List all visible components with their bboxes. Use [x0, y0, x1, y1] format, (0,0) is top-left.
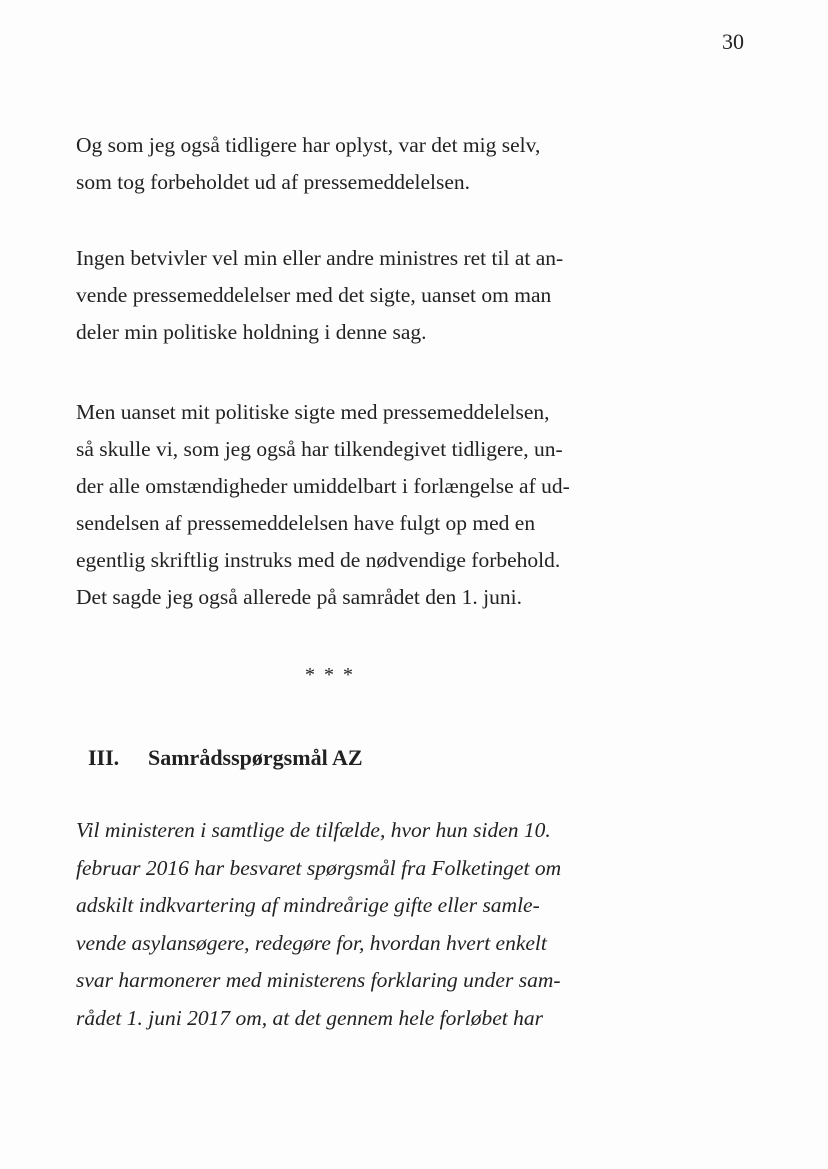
- paragraph-2: [76, 240, 636, 351]
- paragraph-line: så skulle vi, som jeg også har tilkendegivet tidligere, un-: [76, 437, 563, 461]
- section-separator: * * *: [305, 664, 355, 686]
- section-heading: [88, 740, 363, 776]
- paragraph-line: der alle omstændigheder umiddelbart i forlængelse af ud-: [76, 474, 570, 498]
- paragraph-line: som tog forbeholdet ud af pressemeddelelsen.: [76, 170, 471, 194]
- paragraph-line: vende pressemeddelelser med det sigte, uanset om man: [76, 283, 552, 307]
- paragraph-line: egentlig skriftlig instruks med de nødvendige forbehold.: [76, 548, 561, 572]
- question-text: [76, 812, 636, 1037]
- paragraph-line: Men uanset mit politiske sigte med pressemeddelelsen,: [76, 400, 550, 424]
- question-line: vende asylansøgere, redegøre for, hvordan hvert enkelt: [76, 930, 547, 955]
- section-number: III.: [88, 745, 120, 770]
- question-line: adskilt indkvartering af mindreårige gifte eller samle-: [76, 893, 540, 917]
- paragraph-line: Ingen betvivler vel min eller andre ministres ret til at an-: [76, 246, 564, 270]
- paragraph-3: [76, 394, 636, 616]
- question-line: Vil ministeren i samtlige de tilfælde, hvor hun siden 10.: [76, 818, 551, 842]
- question-line: svar harmonerer med ministerens forklaring under sam-: [76, 968, 561, 992]
- question-line: rådet 1. juni 2017 om, at det gennem hele forløbet har: [76, 1005, 543, 1030]
- paragraph-line: deler min politiske holdning i denne sag.: [76, 320, 427, 344]
- paragraph-line: Og som jeg også tidligere har oplyst, var det mig selv,: [76, 133, 541, 157]
- paragraph-1: [76, 127, 636, 201]
- page-number: 30: [722, 29, 744, 54]
- paragraph-line: Det sagde jeg også allerede på samrådet den 1. juni.: [76, 585, 522, 609]
- question-line: februar 2016 har besvaret spørgsmål fra Folketinget om: [76, 855, 562, 880]
- paragraph-line: sendelsen af pressemeddelelsen have fulgt op med en: [76, 511, 536, 535]
- section-title: Samrådsspørgsmål AZ: [148, 745, 363, 770]
